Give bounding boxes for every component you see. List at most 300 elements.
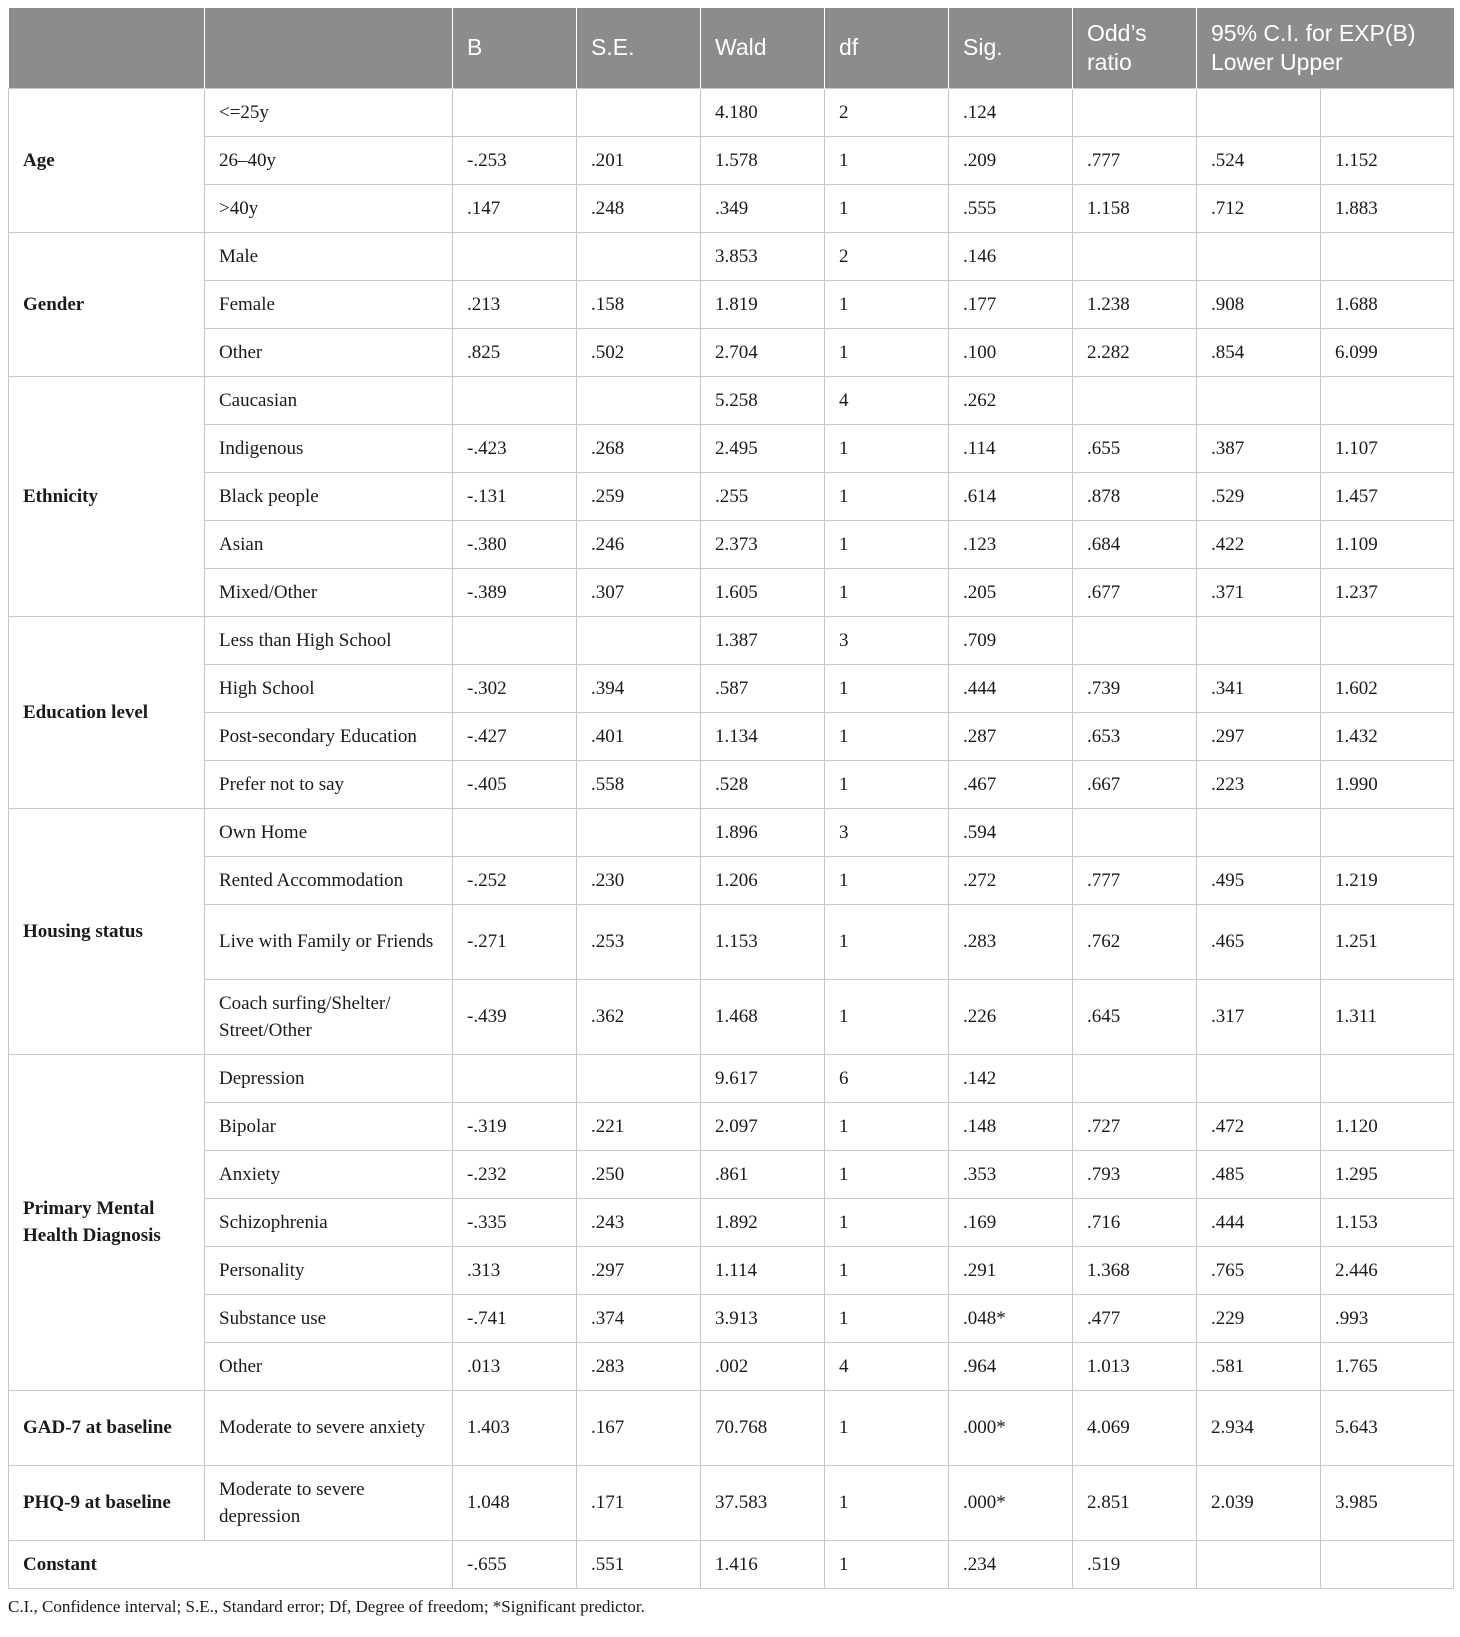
cell-or: .739 xyxy=(1073,664,1197,712)
cell-upper: 1.457 xyxy=(1321,472,1454,520)
cell-or: 1.238 xyxy=(1073,280,1197,328)
cell-se: .394 xyxy=(577,664,701,712)
header-cell-b: B xyxy=(453,8,577,88)
header-row xyxy=(9,8,1454,88)
results-table-wrapper xyxy=(8,8,1453,1617)
cell-lower: .341 xyxy=(1197,664,1321,712)
cell-df: 4 xyxy=(825,1342,949,1390)
cell-b xyxy=(453,616,577,664)
table-row xyxy=(9,904,1454,979)
cell-df: 1 xyxy=(825,568,949,616)
cell-or: 1.368 xyxy=(1073,1246,1197,1294)
cell-wald: 2.495 xyxy=(701,424,825,472)
cell-wald: 1.206 xyxy=(701,856,825,904)
cell-wald: 1.892 xyxy=(701,1198,825,1246)
cell-df: 1 xyxy=(825,472,949,520)
table-row xyxy=(9,1465,1454,1540)
cell-b: .825 xyxy=(453,328,577,376)
cell-lower xyxy=(1197,616,1321,664)
cell-sig: .291 xyxy=(949,1246,1073,1294)
cell-se: .502 xyxy=(577,328,701,376)
constant-row xyxy=(9,1540,1454,1588)
cell-se: .250 xyxy=(577,1150,701,1198)
table-row xyxy=(9,1246,1454,1294)
cell-se: .558 xyxy=(577,760,701,808)
table-row xyxy=(9,88,1454,136)
cell-se: .246 xyxy=(577,520,701,568)
cell-se: .167 xyxy=(577,1390,701,1465)
cell-lower: .712 xyxy=(1197,184,1321,232)
cell-df: 1 xyxy=(825,1540,949,1588)
category-label: <=25y xyxy=(205,88,453,136)
cell-df: 1 xyxy=(825,760,949,808)
cell-sig: .272 xyxy=(949,856,1073,904)
cell-upper: 1.237 xyxy=(1321,568,1454,616)
table-row xyxy=(9,856,1454,904)
cell-lower: .223 xyxy=(1197,760,1321,808)
table-row xyxy=(9,568,1454,616)
cell-upper: 1.311 xyxy=(1321,979,1454,1054)
cell-sig: .287 xyxy=(949,712,1073,760)
category-label: Other xyxy=(205,328,453,376)
cell-lower xyxy=(1197,1054,1321,1102)
cell-wald: 1.134 xyxy=(701,712,825,760)
cell-or: 2.851 xyxy=(1073,1465,1197,1540)
cell-or: .777 xyxy=(1073,136,1197,184)
header-cell-sig: Sig. xyxy=(949,8,1073,88)
cell-upper: 1.990 xyxy=(1321,760,1454,808)
header-cell-se: S.E. xyxy=(577,8,701,88)
cell-lower xyxy=(1197,1540,1321,1588)
cell-sig: .964 xyxy=(949,1342,1073,1390)
cell-or: 1.158 xyxy=(1073,184,1197,232)
cell-upper xyxy=(1321,88,1454,136)
category-label: 26–40y xyxy=(205,136,453,184)
cell-lower: 2.039 xyxy=(1197,1465,1321,1540)
cell-df: 1 xyxy=(825,1246,949,1294)
cell-or: .653 xyxy=(1073,712,1197,760)
table-body xyxy=(9,88,1454,1588)
cell-b: .013 xyxy=(453,1342,577,1390)
cell-sig: .555 xyxy=(949,184,1073,232)
cell-or: .878 xyxy=(1073,472,1197,520)
cell-upper xyxy=(1321,376,1454,424)
cell-wald: 1.578 xyxy=(701,136,825,184)
table-row xyxy=(9,136,1454,184)
cell-wald: 70.768 xyxy=(701,1390,825,1465)
category-label: Personality xyxy=(205,1246,453,1294)
group-label: Housing status xyxy=(9,808,205,1054)
cell-sig: .177 xyxy=(949,280,1073,328)
cell-b xyxy=(453,376,577,424)
cell-b: -.232 xyxy=(453,1150,577,1198)
cell-wald: 1.896 xyxy=(701,808,825,856)
cell-or: .777 xyxy=(1073,856,1197,904)
cell-sig: .209 xyxy=(949,136,1073,184)
cell-se xyxy=(577,376,701,424)
cell-sig: .146 xyxy=(949,232,1073,280)
cell-wald: 1.819 xyxy=(701,280,825,328)
cell-b: -.655 xyxy=(453,1540,577,1588)
cell-or: .677 xyxy=(1073,568,1197,616)
cell-df: 4 xyxy=(825,376,949,424)
cell-se: .171 xyxy=(577,1465,701,1540)
cell-se: .201 xyxy=(577,136,701,184)
cell-or xyxy=(1073,376,1197,424)
cell-upper: 1.109 xyxy=(1321,520,1454,568)
cell-wald: 2.704 xyxy=(701,328,825,376)
cell-sig: .048* xyxy=(949,1294,1073,1342)
category-label: >40y xyxy=(205,184,453,232)
category-label: Moderate to severe depression xyxy=(205,1465,453,1540)
cell-or: .762 xyxy=(1073,904,1197,979)
cell-b: -.389 xyxy=(453,568,577,616)
cell-df: 1 xyxy=(825,1150,949,1198)
cell-sig: .124 xyxy=(949,88,1073,136)
cell-lower xyxy=(1197,88,1321,136)
cell-or: .684 xyxy=(1073,520,1197,568)
cell-df: 1 xyxy=(825,520,949,568)
category-label: High School xyxy=(205,664,453,712)
cell-se: .307 xyxy=(577,568,701,616)
cell-se: .253 xyxy=(577,904,701,979)
cell-df: 1 xyxy=(825,1294,949,1342)
cell-se: .221 xyxy=(577,1102,701,1150)
cell-lower: .854 xyxy=(1197,328,1321,376)
cell-sig: .142 xyxy=(949,1054,1073,1102)
cell-b: -.253 xyxy=(453,136,577,184)
cell-se xyxy=(577,1054,701,1102)
cell-wald: 1.605 xyxy=(701,568,825,616)
category-label: Caucasian xyxy=(205,376,453,424)
table-row xyxy=(9,1102,1454,1150)
cell-sig: .114 xyxy=(949,424,1073,472)
cell-lower: .444 xyxy=(1197,1198,1321,1246)
cell-or: .477 xyxy=(1073,1294,1197,1342)
cell-wald: 1.387 xyxy=(701,616,825,664)
header-cell xyxy=(205,8,453,88)
cell-upper: 1.432 xyxy=(1321,712,1454,760)
table-row xyxy=(9,184,1454,232)
cell-df: 1 xyxy=(825,184,949,232)
cell-se xyxy=(577,616,701,664)
cell-or: 4.069 xyxy=(1073,1390,1197,1465)
cell-or: .716 xyxy=(1073,1198,1197,1246)
cell-wald: 1.468 xyxy=(701,979,825,1054)
cell-lower: .765 xyxy=(1197,1246,1321,1294)
cell-b xyxy=(453,808,577,856)
cell-wald: 3.913 xyxy=(701,1294,825,1342)
cell-upper: 5.643 xyxy=(1321,1390,1454,1465)
cell-lower xyxy=(1197,808,1321,856)
cell-se: .268 xyxy=(577,424,701,472)
cell-se: .230 xyxy=(577,856,701,904)
table-row xyxy=(9,328,1454,376)
category-label: Prefer not to say xyxy=(205,760,453,808)
table-row xyxy=(9,712,1454,760)
table-row xyxy=(9,760,1454,808)
cell-df: 6 xyxy=(825,1054,949,1102)
cell-df: 1 xyxy=(825,664,949,712)
header-cell-odds-ratio: Odd’s ratio xyxy=(1073,8,1197,88)
cell-se: .283 xyxy=(577,1342,701,1390)
cell-upper: 6.099 xyxy=(1321,328,1454,376)
cell-upper: 3.985 xyxy=(1321,1465,1454,1540)
cell-sig: .234 xyxy=(949,1540,1073,1588)
cell-b: .313 xyxy=(453,1246,577,1294)
category-label: Bipolar xyxy=(205,1102,453,1150)
group-label: PHQ-9 at baseline xyxy=(9,1465,205,1540)
cell-se xyxy=(577,808,701,856)
cell-se: .248 xyxy=(577,184,701,232)
cell-df: 1 xyxy=(825,136,949,184)
cell-lower: .581 xyxy=(1197,1342,1321,1390)
cell-df: 1 xyxy=(825,328,949,376)
table-row xyxy=(9,520,1454,568)
cell-b: -.405 xyxy=(453,760,577,808)
category-label: Less than High School xyxy=(205,616,453,664)
cell-df: 3 xyxy=(825,808,949,856)
cell-lower: .485 xyxy=(1197,1150,1321,1198)
cell-se: .551 xyxy=(577,1540,701,1588)
category-label: Female xyxy=(205,280,453,328)
cell-sig: .614 xyxy=(949,472,1073,520)
cell-or xyxy=(1073,232,1197,280)
cell-wald: 2.373 xyxy=(701,520,825,568)
category-label: Mixed/Other xyxy=(205,568,453,616)
cell-sig: .594 xyxy=(949,808,1073,856)
group-label: Education level xyxy=(9,616,205,808)
cell-upper: 1.152 xyxy=(1321,136,1454,184)
cell-or: .519 xyxy=(1073,1540,1197,1588)
cell-lower: .229 xyxy=(1197,1294,1321,1342)
cell-wald: 2.097 xyxy=(701,1102,825,1150)
cell-df: 1 xyxy=(825,280,949,328)
category-label: Own Home xyxy=(205,808,453,856)
cell-df: 1 xyxy=(825,979,949,1054)
table-row xyxy=(9,424,1454,472)
category-label: Live with Family or Friends xyxy=(205,904,453,979)
cell-lower: .297 xyxy=(1197,712,1321,760)
cell-lower: .908 xyxy=(1197,280,1321,328)
cell-b: -.741 xyxy=(453,1294,577,1342)
constant-label: Constant xyxy=(9,1540,453,1588)
cell-se: .362 xyxy=(577,979,701,1054)
cell-se: .259 xyxy=(577,472,701,520)
table-row xyxy=(9,1342,1454,1390)
regression-table xyxy=(8,8,1454,1589)
category-label: Moderate to severe anxiety xyxy=(205,1390,453,1465)
cell-sig: .353 xyxy=(949,1150,1073,1198)
cell-se: .158 xyxy=(577,280,701,328)
category-label: Asian xyxy=(205,520,453,568)
cell-upper xyxy=(1321,1540,1454,1588)
cell-df: 1 xyxy=(825,856,949,904)
cell-wald: 1.153 xyxy=(701,904,825,979)
category-label: Anxiety xyxy=(205,1150,453,1198)
cell-b: .147 xyxy=(453,184,577,232)
cell-sig: .148 xyxy=(949,1102,1073,1150)
table-row xyxy=(9,1150,1454,1198)
cell-df: 1 xyxy=(825,1102,949,1150)
cell-df: 1 xyxy=(825,712,949,760)
category-label: Indigenous xyxy=(205,424,453,472)
cell-se xyxy=(577,88,701,136)
cell-lower xyxy=(1197,232,1321,280)
cell-upper xyxy=(1321,616,1454,664)
table-row xyxy=(9,376,1454,424)
table-header xyxy=(9,8,1454,88)
category-label: Post-secondary Education xyxy=(205,712,453,760)
cell-or: 1.013 xyxy=(1073,1342,1197,1390)
cell-upper: 1.153 xyxy=(1321,1198,1454,1246)
cell-b: -.335 xyxy=(453,1198,577,1246)
cell-sig: .226 xyxy=(949,979,1073,1054)
cell-wald: .349 xyxy=(701,184,825,232)
cell-wald: 37.583 xyxy=(701,1465,825,1540)
cell-wald: .587 xyxy=(701,664,825,712)
group-label: Primary Mental Health Diagnosis xyxy=(9,1054,205,1390)
cell-upper: 1.107 xyxy=(1321,424,1454,472)
cell-b xyxy=(453,1054,577,1102)
group-label: Ethnicity xyxy=(9,376,205,616)
table-row xyxy=(9,616,1454,664)
cell-b: .213 xyxy=(453,280,577,328)
cell-or xyxy=(1073,88,1197,136)
cell-or xyxy=(1073,1054,1197,1102)
cell-or: .667 xyxy=(1073,760,1197,808)
cell-wald: .255 xyxy=(701,472,825,520)
cell-sig: .123 xyxy=(949,520,1073,568)
cell-wald: .861 xyxy=(701,1150,825,1198)
cell-upper: 1.883 xyxy=(1321,184,1454,232)
cell-or: .655 xyxy=(1073,424,1197,472)
table-row xyxy=(9,280,1454,328)
cell-wald: 5.258 xyxy=(701,376,825,424)
header-cell-df: df xyxy=(825,8,949,88)
cell-or: .793 xyxy=(1073,1150,1197,1198)
cell-b: -.439 xyxy=(453,979,577,1054)
cell-lower: .317 xyxy=(1197,979,1321,1054)
cell-upper xyxy=(1321,232,1454,280)
cell-upper xyxy=(1321,1054,1454,1102)
header-cell-wald: Wald xyxy=(701,8,825,88)
cell-lower: .387 xyxy=(1197,424,1321,472)
cell-sig: .709 xyxy=(949,616,1073,664)
cell-wald: 1.416 xyxy=(701,1540,825,1588)
cell-lower xyxy=(1197,376,1321,424)
cell-upper xyxy=(1321,808,1454,856)
category-label: Substance use xyxy=(205,1294,453,1342)
cell-or: .645 xyxy=(1073,979,1197,1054)
cell-upper: 1.251 xyxy=(1321,904,1454,979)
cell-df: 1 xyxy=(825,1465,949,1540)
cell-wald: .528 xyxy=(701,760,825,808)
cell-lower: 2.934 xyxy=(1197,1390,1321,1465)
category-label: Coach surfing/Shelter/ Street/Other xyxy=(205,979,453,1054)
cell-lower: .524 xyxy=(1197,136,1321,184)
table-row xyxy=(9,1390,1454,1465)
cell-df: 1 xyxy=(825,1390,949,1465)
category-label: Depression xyxy=(205,1054,453,1102)
cell-sig: .262 xyxy=(949,376,1073,424)
header-cell-ci: 95% C.I. for EXP(B) Lower Upper xyxy=(1197,8,1454,88)
category-label: Other xyxy=(205,1342,453,1390)
cell-sig: .283 xyxy=(949,904,1073,979)
cell-sig: .000* xyxy=(949,1390,1073,1465)
cell-se: .401 xyxy=(577,712,701,760)
cell-df: 1 xyxy=(825,1198,949,1246)
cell-b xyxy=(453,88,577,136)
cell-df: 2 xyxy=(825,232,949,280)
cell-df: 1 xyxy=(825,904,949,979)
cell-wald: 4.180 xyxy=(701,88,825,136)
header-cell xyxy=(9,8,205,88)
cell-sig: .169 xyxy=(949,1198,1073,1246)
table-footnote: C.I., Confidence interval; S.E., Standard error; Df, Degree of freedom; *Significant predictor. xyxy=(8,1596,645,1616)
table-row xyxy=(9,1294,1454,1342)
cell-b: -.423 xyxy=(453,424,577,472)
group-label: GAD-7 at baseline xyxy=(9,1390,205,1465)
cell-upper: 1.688 xyxy=(1321,280,1454,328)
category-label: Rented Accommodation xyxy=(205,856,453,904)
cell-lower: .472 xyxy=(1197,1102,1321,1150)
cell-upper: 1.219 xyxy=(1321,856,1454,904)
cell-lower: .422 xyxy=(1197,520,1321,568)
cell-upper: 1.765 xyxy=(1321,1342,1454,1390)
group-label: Gender xyxy=(9,232,205,376)
cell-wald: 9.617 xyxy=(701,1054,825,1102)
cell-df: 2 xyxy=(825,88,949,136)
table-row xyxy=(9,664,1454,712)
table-row xyxy=(9,1198,1454,1246)
cell-or: 2.282 xyxy=(1073,328,1197,376)
cell-se: .297 xyxy=(577,1246,701,1294)
cell-wald: 1.114 xyxy=(701,1246,825,1294)
cell-b: -.252 xyxy=(453,856,577,904)
cell-upper: 2.446 xyxy=(1321,1246,1454,1294)
cell-b: -.271 xyxy=(453,904,577,979)
table-row xyxy=(9,232,1454,280)
cell-b: -.302 xyxy=(453,664,577,712)
cell-se: .243 xyxy=(577,1198,701,1246)
cell-lower: .371 xyxy=(1197,568,1321,616)
category-label: Male xyxy=(205,232,453,280)
cell-b: 1.048 xyxy=(453,1465,577,1540)
cell-b: 1.403 xyxy=(453,1390,577,1465)
table-row xyxy=(9,808,1454,856)
cell-sig: .444 xyxy=(949,664,1073,712)
cell-upper: .993 xyxy=(1321,1294,1454,1342)
category-label: Schizophrenia xyxy=(205,1198,453,1246)
cell-se: .374 xyxy=(577,1294,701,1342)
cell-sig: .205 xyxy=(949,568,1073,616)
cell-b: -.427 xyxy=(453,712,577,760)
cell-upper: 1.602 xyxy=(1321,664,1454,712)
cell-df: 3 xyxy=(825,616,949,664)
cell-upper: 1.120 xyxy=(1321,1102,1454,1150)
cell-lower: .529 xyxy=(1197,472,1321,520)
cell-or xyxy=(1073,808,1197,856)
cell-b: -.380 xyxy=(453,520,577,568)
table-row xyxy=(9,979,1454,1054)
cell-sig: .467 xyxy=(949,760,1073,808)
cell-b: -.131 xyxy=(453,472,577,520)
group-label: Age xyxy=(9,88,205,232)
cell-upper: 1.295 xyxy=(1321,1150,1454,1198)
cell-b xyxy=(453,232,577,280)
category-label: Black people xyxy=(205,472,453,520)
